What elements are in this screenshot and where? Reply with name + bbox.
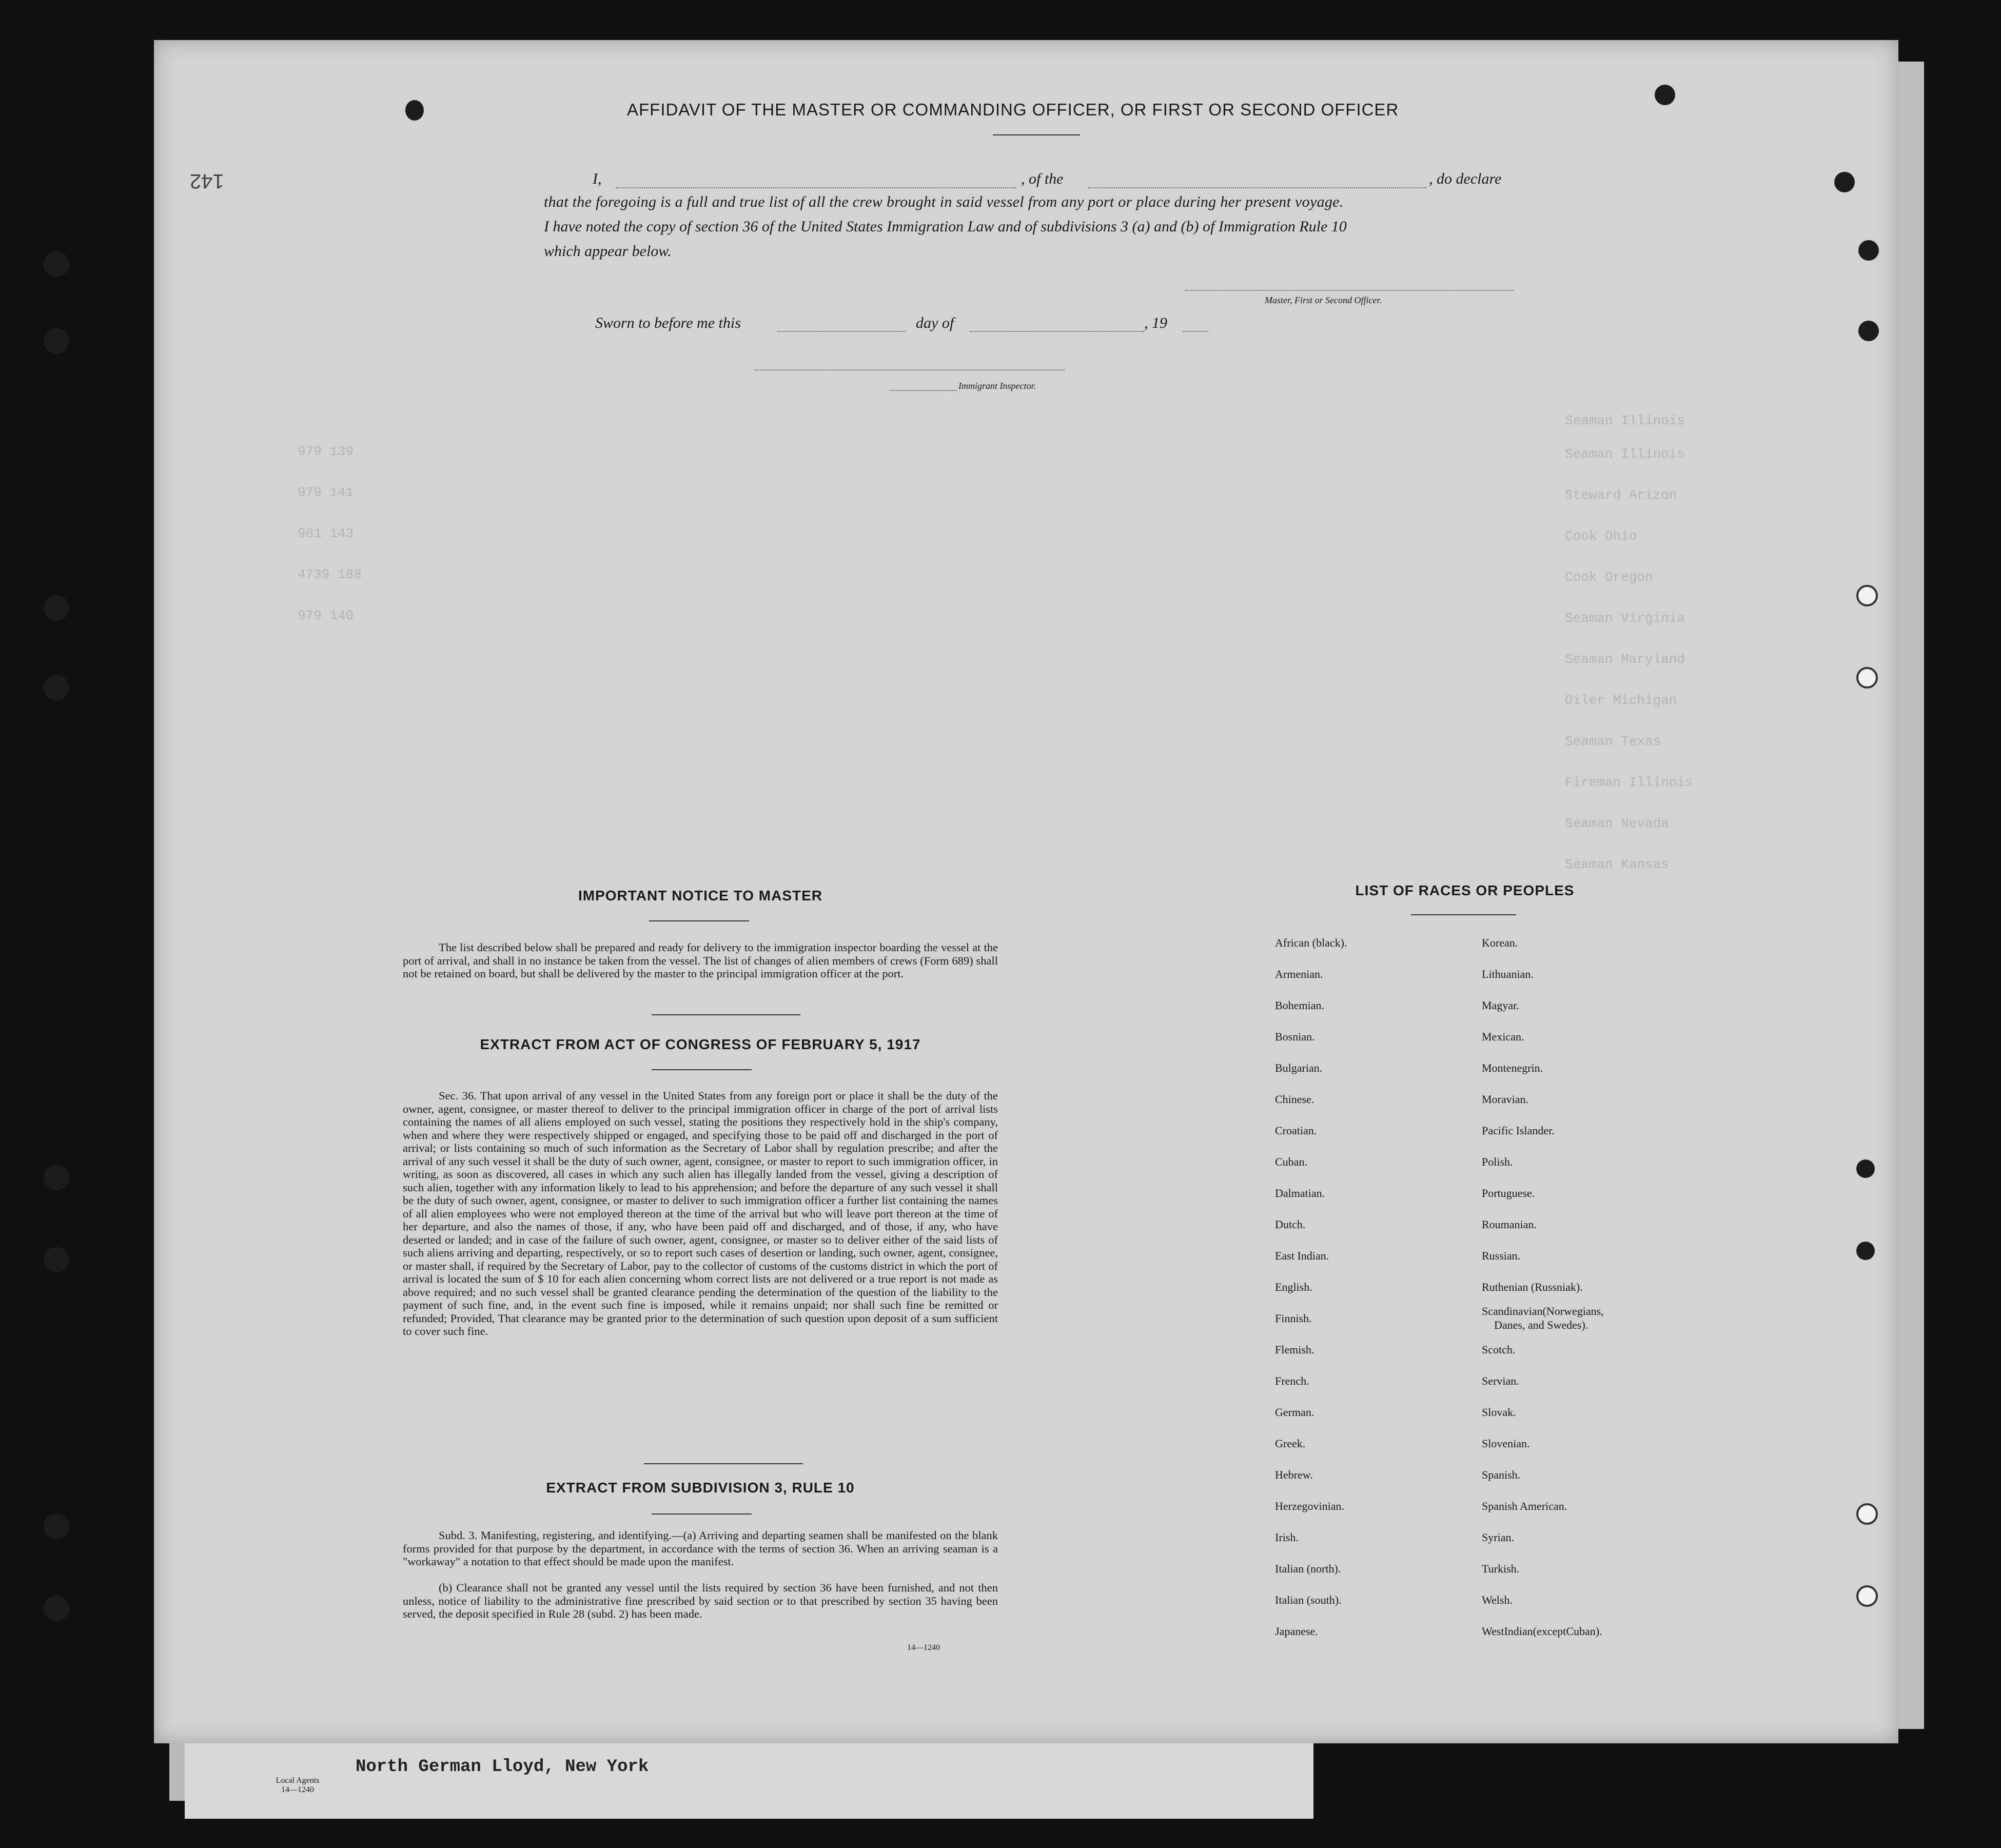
race-item: Irish. xyxy=(1275,1531,1299,1544)
bottom-strip xyxy=(185,1742,1313,1819)
race-item: Flemish. xyxy=(1275,1343,1315,1356)
race-item: Russian. xyxy=(1482,1249,1521,1262)
race-item: Cuban. xyxy=(1275,1155,1307,1168)
notice-title-rule xyxy=(649,920,749,921)
extract-rule-text-b: (b) Clearance shall not be granted any vessel until the lists required by section 36 have been furnished, and not then unless, notice of liability to the administrative fine prescribed by said section or to that prescribed by section 35 having been served, the deposit specified in Rule 28 (subd. 2) has been made. xyxy=(403,1581,998,1620)
race-item: Danes, and Swedes). xyxy=(1494,1319,1588,1331)
race-item: Polish. xyxy=(1482,1155,1513,1168)
race-item: Italian (south). xyxy=(1275,1594,1342,1606)
binder-hole xyxy=(405,100,424,121)
race-item: English. xyxy=(1275,1281,1312,1293)
race-item: Syrian. xyxy=(1482,1531,1514,1544)
binder-hole xyxy=(1856,1242,1875,1260)
affidavit-title: AFFIDAVIT OF THE MASTER OR COMMANDING OFFICER, OR FIRST OR SECOND OFFICER xyxy=(627,100,1399,119)
race-item: Moravian. xyxy=(1482,1093,1529,1106)
bleed-through-text: 979 141 xyxy=(298,485,354,500)
binder-hole xyxy=(44,251,69,277)
notice-title: IMPORTANT NOTICE TO MASTER xyxy=(578,888,823,903)
bleed-through-text: 981 143 xyxy=(298,526,354,541)
bleed-through-text: Steward Arizon xyxy=(1565,487,1677,503)
race-item: Bulgarian. xyxy=(1275,1061,1323,1074)
race-item: Croatian. xyxy=(1275,1124,1317,1137)
race-item: Dalmatian. xyxy=(1275,1187,1325,1200)
race-item: Scotch. xyxy=(1482,1343,1516,1356)
year-text: , 19 xyxy=(1144,314,1167,331)
extract-act-text: Sec. 36. That upon arrival of any vessel in the United States from any foreign port or place it shall be the duty of the owner, agent, consignee, or master thereof to deliver to the principal immigration officer in charge of the port of arrival lists containing the names of all aliens employed on such vessel, stating the positions they respectively hold in the ship's company, when and where they were respectively shipped or engaged, and specifying those to be paid off and discharged in the port of arrival; or lists containing so much of such information as the Secretary of Labor shall by regulation prescribe; and after the arrival of any such vessel it shall be the duty of such owner, agent, consignee, or master to report to such immigration officer, in writing, as soon as discovered, all cases in which any such alien has illegally landed from the vessel, giving a description of such alien, together with any information likely to lead to his apprehension; and before the departure of any such vessel it shall be the duty of such owner, agent, consignee, or master to deliver to such immigration officer a further list containing the names of all alien employees who were not employed thereon at the time of the arrival but who will leave port thereon at the time of her departure, and also the names of those, if any, who have been paid off and discharged, and of those, if any, who have deserted or landed; and in case of the failure of such owner, agent, consignee, or master so to deliver either of the said lists of such aliens arriving and departing, respectively, or so to report such cases of desertion or landing, such owner, agent, consignee, or master shall, if required by the Secretary of Labor, pay to the collector of customs of the customs district in which the port of arrival is located the sum of $ 10 for each alien concerning whom correct lists are not delivered or a true report is not made as above required; and no such vessel shall be granted clearance pending the determination of the question of the liability to the payment of such fine, and, in the event such fine is imposed, while it remains unpaid; nor shall such fine be remitted or refunded; Provided, That clearance may be granted prior to the determination of such question upon deposit of a sum sufficient to cover such fine. xyxy=(403,1089,998,1338)
race-item: East Indian. xyxy=(1275,1249,1329,1262)
binder-hole xyxy=(1856,1585,1878,1607)
race-item: Magyar. xyxy=(1482,999,1519,1012)
races-title: LIST OF RACES OR PEOPLES xyxy=(1355,882,1575,898)
bleed-through-text: Oiler Michigan xyxy=(1565,693,1677,708)
bleed-through-text: 4739 188 xyxy=(298,567,362,582)
race-item: Finnish. xyxy=(1275,1312,1312,1325)
race-item: German. xyxy=(1275,1406,1315,1419)
binder-hole xyxy=(44,328,69,354)
binder-hole xyxy=(1858,240,1879,261)
race-item: Spanish. xyxy=(1482,1468,1521,1481)
extract-rule-title-rule xyxy=(652,1513,752,1515)
binder-hole xyxy=(44,675,69,700)
race-item: Roumanian. xyxy=(1482,1218,1537,1231)
race-item: Montenegrin. xyxy=(1482,1061,1543,1074)
declaration-do-declare: , do declare xyxy=(1429,170,1502,187)
race-item: African (black). xyxy=(1275,936,1347,949)
binder-hole xyxy=(44,1247,69,1272)
race-item: Lithuanian. xyxy=(1482,968,1534,980)
bleed-through-text: Seaman Kansas xyxy=(1565,857,1669,872)
binder-hole xyxy=(1856,1159,1875,1178)
binder-hole xyxy=(1856,1503,1878,1525)
notice-text: The list described below shall be prepared and ready for delivery to the immigration inspector boarding the vessel at the port of arrival, and shall in no instance be taken from the vessel. The list of changes of alien members of crews (Form 689) shall not be retained on board, but shall be delivered by the master to the principal immigration officer at the port. xyxy=(403,941,998,980)
race-item: Herzegovinian. xyxy=(1275,1500,1344,1512)
binder-hole xyxy=(1856,667,1878,689)
bleed-through-text: Seaman Maryland xyxy=(1565,652,1685,667)
bleed-through-text: Seaman Virginia xyxy=(1565,611,1685,626)
declaration-line-2: that the foregoing is a full and true list of all the crew brought in said vessel from any port or place during her present voyage. xyxy=(544,193,1344,210)
vessel-blank xyxy=(1088,187,1426,188)
races-title-rule xyxy=(1411,914,1516,915)
signature-blank xyxy=(1185,290,1514,291)
inspector-caption: Immigrant Inspector. xyxy=(958,381,1036,391)
race-item: Welsh. xyxy=(1482,1594,1513,1606)
race-item: Bohemian. xyxy=(1275,999,1324,1012)
race-item: Chinese. xyxy=(1275,1093,1315,1106)
extract-act-title: EXTRACT FROM ACT OF CONGRESS OF FEBRUARY 5, 1917 xyxy=(480,1036,921,1052)
binder-hole xyxy=(1834,172,1855,192)
footer-form-number: 14—1240 xyxy=(281,1785,314,1794)
extract-act-rule xyxy=(652,1069,752,1070)
binder-hole xyxy=(44,595,69,621)
margin-page-mark: 142 xyxy=(190,170,224,192)
extract-rule-text-a: Subd. 3. Manifesting, registering, and identifying.—(a) Arriving and departing seamen shall be manifested on the blank forms provided for that purpose by the department, in accordance with the terms of section 36. When an arriving seaman is a "workaway" a notation to that effect should be made upon the manifest. xyxy=(403,1529,998,1568)
title-rule xyxy=(993,134,1080,135)
bleed-through-text: Cook Ohio xyxy=(1565,528,1637,544)
binder-hole xyxy=(1858,321,1879,341)
name-blank xyxy=(616,187,1016,188)
agent-name: North German Lloyd, New York xyxy=(356,1757,649,1777)
race-item: Turkish. xyxy=(1482,1562,1520,1575)
race-item: Dutch. xyxy=(1275,1218,1306,1231)
bleed-through-text: Seaman Illinois xyxy=(1565,413,1685,428)
signature-caption: Master, First or Second Officer. xyxy=(1265,295,1382,305)
race-item: Japanese. xyxy=(1275,1625,1318,1638)
bleed-through-text: 979 140 xyxy=(298,608,354,623)
race-item: WestIndian(exceptCuban). xyxy=(1482,1625,1602,1638)
sworn-day-blank xyxy=(777,331,906,332)
declaration-i: I, xyxy=(593,170,602,187)
race-item: Mexican. xyxy=(1482,1030,1524,1043)
race-item: Slovak. xyxy=(1482,1406,1516,1419)
day-of-text: day of xyxy=(916,314,954,331)
bleed-through-text: Cook Oregon xyxy=(1565,569,1653,585)
bleed-through-text: 979 139 xyxy=(298,444,354,459)
form-number: 14—1240 xyxy=(907,1643,940,1652)
race-item: Bosnian. xyxy=(1275,1030,1315,1043)
race-item: Scandinavian(Norwegians, xyxy=(1482,1305,1604,1318)
race-item: French. xyxy=(1275,1374,1309,1387)
binder-hole xyxy=(44,1596,69,1621)
race-item: Hebrew. xyxy=(1275,1468,1313,1481)
declaration-of-the: , of the xyxy=(1021,170,1064,187)
binder-hole xyxy=(1655,85,1675,105)
binder-hole xyxy=(1856,585,1878,606)
binder-hole xyxy=(44,1513,69,1539)
inspector-caption-lead xyxy=(890,390,957,391)
year-blank xyxy=(1183,331,1208,332)
local-agents-label: Local Agents xyxy=(276,1776,320,1785)
race-item: Italian (north). xyxy=(1275,1562,1341,1575)
race-item: Korean. xyxy=(1482,936,1518,949)
binder-hole xyxy=(44,1165,69,1190)
race-item: Pacific Islander. xyxy=(1482,1124,1555,1137)
inspector-signature-blank xyxy=(754,369,1065,370)
sworn-text: Sworn to before me this xyxy=(595,314,741,331)
race-item: Slovenian. xyxy=(1482,1437,1530,1450)
bleed-through-text: Seaman Illinois xyxy=(1565,446,1685,462)
bleed-through-text: Seaman Texas xyxy=(1565,734,1661,749)
race-item: Ruthenian (Russniak). xyxy=(1482,1281,1583,1293)
race-item: Greek. xyxy=(1275,1437,1306,1450)
race-item: Portuguese. xyxy=(1482,1187,1535,1200)
declaration-line-3: I have noted the copy of section 36 of the United States Immigration Law and of subdivisions 3 (a) and (b) of Immigration Rule 10 xyxy=(544,218,1347,235)
sworn-month-blank xyxy=(970,331,1144,332)
race-item: Spanish American. xyxy=(1482,1500,1567,1512)
bleed-through-text: Fireman Illinois xyxy=(1565,775,1693,790)
bleed-through-text: Seaman Nevada xyxy=(1565,816,1669,831)
notice-end-rule xyxy=(652,1014,800,1015)
race-item: Servian. xyxy=(1482,1374,1519,1387)
declaration-line-4: which appear below. xyxy=(544,243,672,260)
race-item: Armenian. xyxy=(1275,968,1323,980)
extract-rule-title: EXTRACT FROM SUBDIVISION 3, RULE 10 xyxy=(546,1480,855,1496)
extract-act-end-rule xyxy=(644,1463,803,1464)
